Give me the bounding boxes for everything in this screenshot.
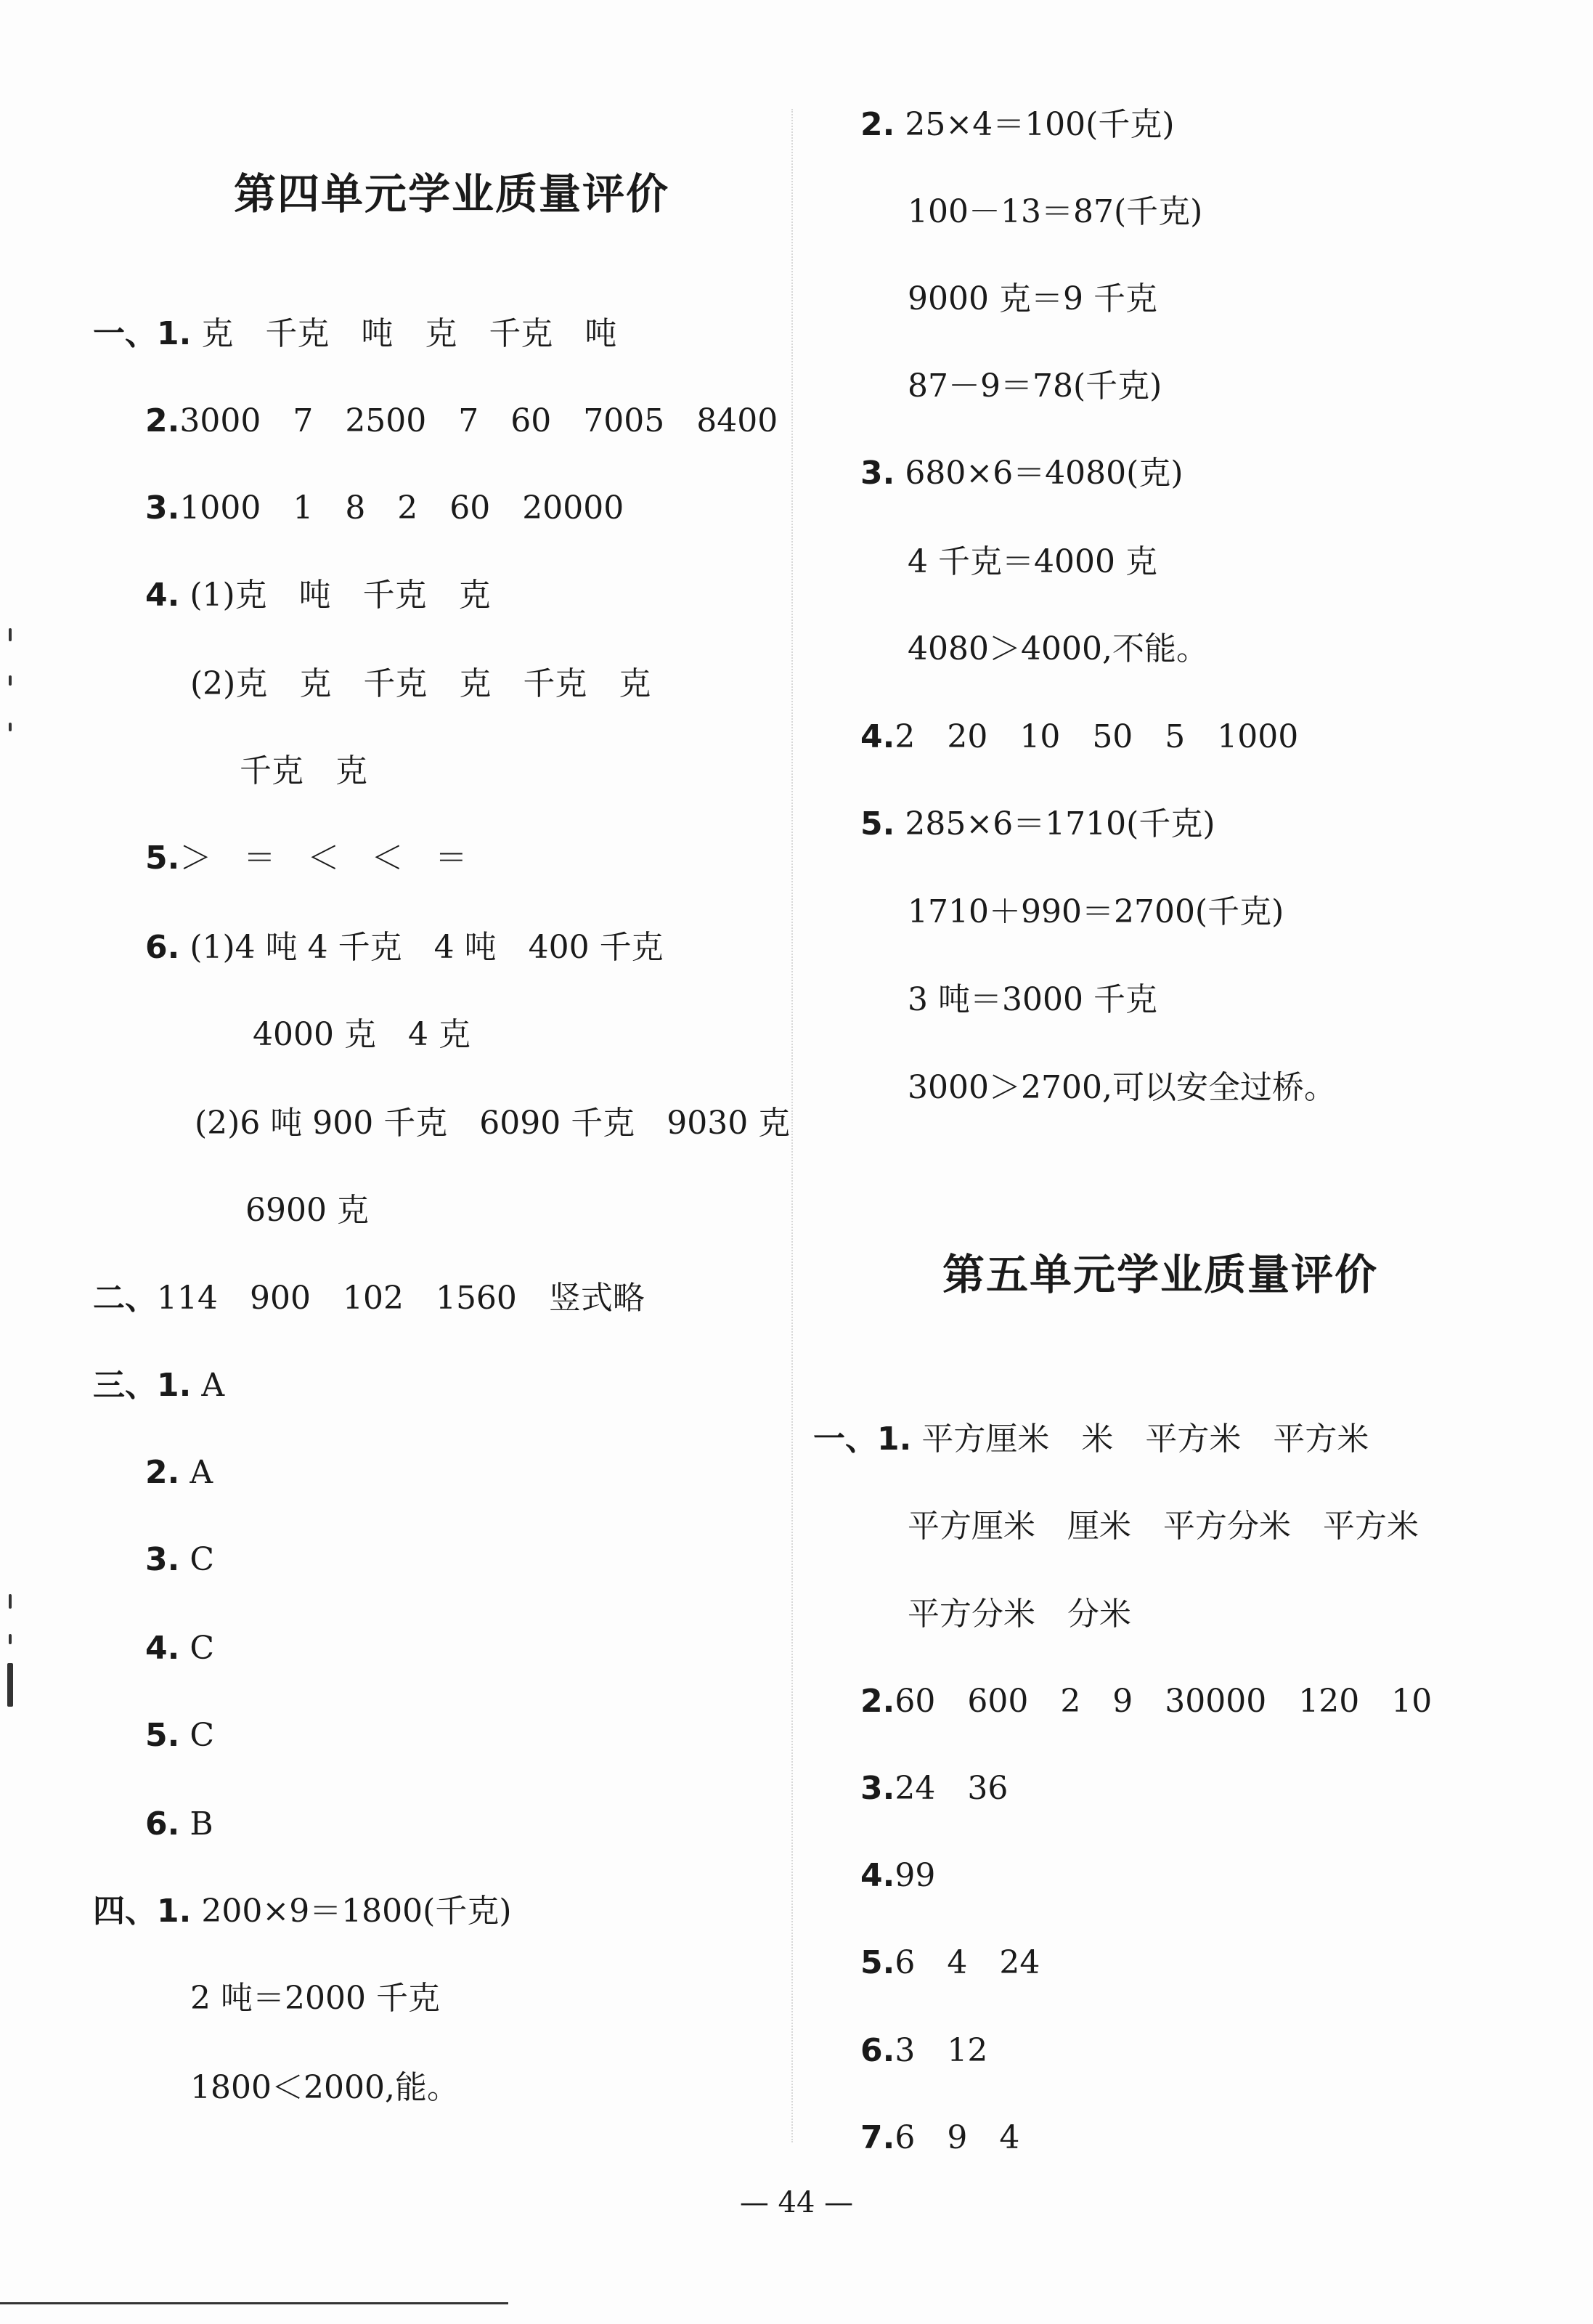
left-line — [145, 1627, 214, 1670]
binding-mark — [9, 723, 12, 731]
right-line — [908, 190, 1202, 234]
item-number: 2. — [860, 1683, 895, 1720]
left-line — [190, 662, 651, 706]
item-text: 200×9＝1800(千克) — [201, 1893, 512, 1930]
binding-mark — [9, 1594, 12, 1609]
left-line — [145, 1803, 213, 1846]
item-text: 114 900 102 1560 竖式略 — [157, 1280, 645, 1317]
left-line — [145, 487, 624, 530]
right-line — [908, 540, 1157, 584]
item-number: 3. — [860, 455, 895, 492]
item-text: 4080＞4000,不能。 — [908, 630, 1208, 667]
item-text: 平方厘米 厘米 平方分米 平方米 — [908, 1508, 1419, 1545]
item-text: 3 吨＝3000 千克 — [908, 981, 1157, 1018]
item-text: 平方分米 分米 — [908, 1596, 1131, 1633]
item-text: 4 千克＝4000 克 — [908, 543, 1157, 580]
item-text: 1000 1 8 2 60 20000 — [179, 489, 624, 527]
item-number: 5. — [860, 1944, 895, 1981]
item-number: 四、1. — [93, 1893, 192, 1930]
item-number: 5. — [860, 805, 895, 842]
left-line — [93, 1890, 512, 1933]
right-line — [908, 365, 1162, 408]
item-text: 1800＜2000,能。 — [190, 2069, 459, 2106]
item-number: 4. — [860, 718, 895, 755]
right-line — [860, 2029, 987, 2073]
item-text: 2 吨＝2000 千克 — [190, 1980, 440, 2017]
item-number: 一、1. — [93, 315, 192, 352]
right-line — [908, 1593, 1131, 1636]
item-text: (1)克 吨 千克 克 — [190, 577, 491, 614]
left-line — [190, 2066, 459, 2110]
right-line — [908, 627, 1208, 671]
right-line — [860, 715, 1298, 759]
item-text: A — [190, 1454, 213, 1491]
page-number: — 44 — — [739, 2186, 854, 2219]
right-line — [908, 1066, 1336, 1110]
item-text: 60 600 2 9 30000 120 10 — [895, 1683, 1433, 1720]
item-number: 3. — [145, 1541, 180, 1578]
item-text: C — [190, 1541, 215, 1578]
item-text: C — [190, 1717, 215, 1754]
item-text: (1)4 吨 4 千克 4 吨 400 千克 — [190, 929, 664, 966]
item-number: 5. — [145, 840, 180, 877]
right-line — [908, 277, 1157, 321]
item-text: 1710＋990＝2700(千克) — [908, 893, 1284, 930]
left-line — [145, 1451, 213, 1495]
item-number: 2. — [145, 1454, 180, 1491]
right-line — [860, 2116, 1019, 2160]
unit5-title: 第五单元学业质量评价 — [942, 1250, 1379, 1299]
item-text: 99 — [895, 1857, 936, 1894]
item-text: C — [190, 1630, 215, 1667]
item-number: 4. — [145, 1630, 180, 1667]
item-number: 2. — [145, 402, 180, 439]
right-line — [860, 1854, 935, 1898]
right-line — [860, 1767, 1008, 1811]
binding-mark — [9, 1634, 12, 1644]
item-text: 平方厘米 米 平方米 平方米 — [921, 1421, 1369, 1458]
left-line — [145, 574, 491, 617]
item-number: 6. — [860, 2032, 895, 2069]
item-text: 克 千克 吨 克 千克 吨 — [201, 315, 617, 352]
item-text: 3000＞2700,可以安全过桥。 — [908, 1069, 1336, 1106]
left-line — [93, 312, 616, 356]
item-text: 100－13＝87(千克) — [908, 193, 1203, 230]
item-number: 三、1. — [93, 1367, 192, 1404]
item-number: 一、1. — [813, 1421, 912, 1458]
item-text: 680×6＝4080(克) — [905, 455, 1183, 492]
bottom-rule — [0, 2302, 508, 2304]
item-text: 4000 克 4 克 — [253, 1016, 470, 1053]
item-number: 5. — [145, 1717, 180, 1754]
left-line — [93, 1277, 645, 1320]
left-line — [195, 1102, 790, 1145]
left-line — [145, 1714, 214, 1758]
item-text: 285×6＝1710(千克) — [905, 805, 1215, 842]
item-number: 2. — [860, 106, 895, 143]
right-line — [860, 1680, 1432, 1723]
item-text: 6900 克 — [245, 1192, 369, 1229]
right-line — [813, 1418, 1369, 1461]
item-text: 24 36 — [895, 1770, 1009, 1807]
left-line — [93, 1364, 224, 1407]
left-line — [145, 1538, 214, 1582]
item-number: 6. — [145, 1805, 180, 1842]
left-line — [245, 1189, 369, 1232]
item-text: A — [201, 1367, 225, 1404]
left-line — [240, 749, 367, 793]
item-number: 3. — [145, 489, 180, 527]
right-line — [860, 452, 1183, 495]
item-text: ＞ ＝ ＜ ＜ ＝ — [179, 840, 468, 877]
item-text: 千克 克 — [240, 752, 367, 789]
right-line — [860, 1941, 1040, 1985]
item-text: 25×4＝100(千克) — [905, 106, 1175, 143]
left-line — [145, 837, 467, 880]
item-number: 6. — [145, 929, 180, 966]
item-text: 2 20 10 50 5 1000 — [895, 718, 1299, 755]
item-text: 6 9 4 — [895, 2119, 1020, 2156]
left-line — [253, 1013, 470, 1057]
left-line — [145, 399, 778, 443]
item-number: 3. — [860, 1770, 895, 1807]
left-line — [190, 1977, 440, 2020]
binding-mark — [9, 628, 12, 641]
item-text: 3 12 — [895, 2032, 988, 2069]
binding-mark — [9, 675, 12, 686]
left-line — [145, 926, 664, 970]
unit4-title: 第四单元学业质量评价 — [234, 169, 670, 219]
right-line — [908, 1505, 1419, 1548]
item-text: B — [190, 1805, 213, 1842]
item-number: 4. — [860, 1857, 895, 1894]
column-divider — [791, 109, 793, 2142]
item-number: 7. — [860, 2119, 895, 2156]
right-line — [860, 103, 1175, 147]
item-text: (2)6 吨 900 千克 6090 千克 9030 克 — [195, 1105, 791, 1142]
right-line — [908, 890, 1284, 934]
item-text: 87－9＝78(千克) — [908, 367, 1162, 405]
right-line — [908, 978, 1157, 1022]
item-text: (2)克 克 千克 克 千克 克 — [190, 665, 651, 702]
item-number: 二、 — [93, 1280, 157, 1317]
item-text: 3000 7 2500 7 60 7005 8400 — [179, 402, 778, 439]
item-text: 6 4 24 — [895, 1944, 1040, 1981]
right-line — [860, 803, 1215, 846]
item-text: 9000 克＝9 千克 — [908, 280, 1157, 317]
item-number: 4. — [145, 577, 180, 614]
binding-mark — [7, 1663, 13, 1707]
